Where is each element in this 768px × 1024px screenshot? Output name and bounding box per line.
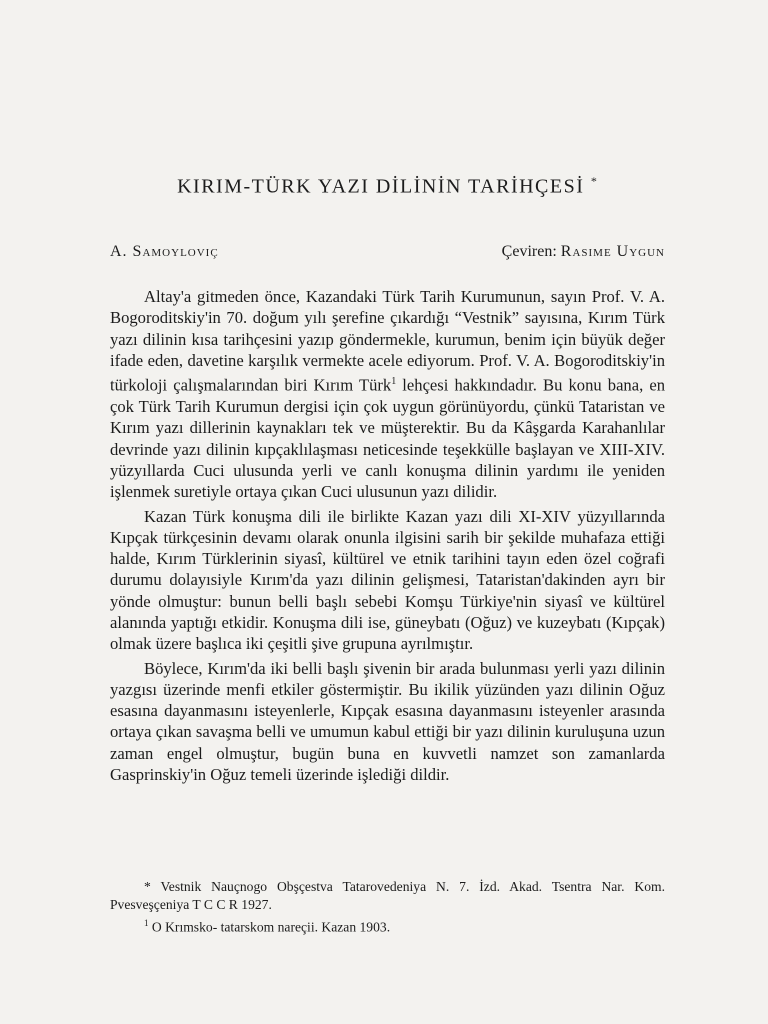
byline — [110, 243, 665, 261]
article-body — [110, 286, 665, 788]
footnote-star: * Vestnik Nauçnogo Obşçestva Tatarovedeniya N. 7. İzd. Akad. Tsentra Nar. Kom. Pvesveşçeniya T C C R 1927. — [110, 879, 665, 912]
footnote-1-text: O Krımsko- tatarskom nareçii. Kazan 1903. — [148, 919, 391, 935]
paragraph-1-part-b: lehçesi hakkındadır. Bu konu bana, en çok Türk Tarih Kurumun dergisi için çok uygun görünüyordu, çünkü Tataristan ve Kırım yazı dillerinin kaynakları tek ve müşterektir. Bu da Kâşgarda Karahanlılar devrinde yazı dilinin kıpçaklılaşması neticesinde teşekkülle başlayan ve XIII-XIV. yüzyıllarda Cuci ulusunda yerli ve canlı konuşma dilinin yardımı ile yeniden işlenmek suretiyle ortaya çıkan Cuci ulusunun yazı dilidir. — [110, 375, 665, 502]
paragraph-2: Kazan Türk konuşma dili ile birlikte Kazan yazı dili XI-XIV yüzyıllarında Kıpçak türkçesinin devamı olarak onunla ilgisini sarih bir şekilde muhafaza ettiği halde, Kırım Türklerinin siyasî, kültürel ve etnik tarihini tayın eden özel coğrafi durumu dolayısiyle Kırım'da yazı dilinin gelişmesi, Tataristan'dakinden ayrı bir yönde olmuştur: bunun belli başlı sebebi Komşu Türkiye'nin siyasî ve kültürel alanında yaptığı etkidir. Konuşma dili ise, güneybatı (Oğuz) ve kuzeybatı (Kıpçak) olmak üzere başlıca iki çeşitli şive grupuna ayrılmıştır. — [110, 506, 665, 654]
translator-credit — [502, 243, 665, 261]
translator-prefix: Çeviren: — [501, 243, 557, 260]
footnote-1 — [110, 914, 665, 937]
footnotes — [110, 878, 665, 937]
paragraph-3: Böylece, Kırım'da iki belli başlı şivenin bir arada bulunması yerli yazı dilinin yazgısı üzerinde menfi etkiler göstermiştir. Bu ikilik yüzünden yazı dilinin Oğuz esasına dayanmasını isteyenlerle, Kıpçak esasına dayanmasını isteyenler arasında ortaya çıkan savaşma belli ve umumun kabul ettiği bir yazı dilinin kuruluşuna uzun zaman engel olmuştur, bugün buna en kuvvetli namzet son zamanlarda Gasprinskiy'in Oğuz temeli üzerinde işlediği dildir. — [110, 658, 665, 785]
article-title — [0, 174, 768, 199]
translator-name: Rasime Uygun — [560, 243, 665, 260]
author-name: A. Samoyloviç — [110, 243, 219, 260]
paragraph-1-part-a: Altay'a gitmeden önce, Kazandaki Türk Tarih Kurumunun, sayın Prof. V. A. Bogoroditskiy'in 70. doğum yılı şerefine çıkardığı “Vestnik” sayısına, Kırım Türk yazı dilinin kısa tarihçesini yazıp göndermekle, kurumun, benim için büyük değer ifade eden, davetine karşılık vermekte acele ediyorum. Prof. V. A. Bogoroditskiy'in türkoloji çalışmalarından biri Kırım Türk — [110, 287, 665, 395]
title-footnote-mark: * — [590, 174, 597, 188]
footnote-ref-1: 1 — [391, 376, 397, 388]
paragraph-1 — [110, 286, 665, 503]
footnote-1-mark: 1 — [144, 918, 149, 928]
title-text: KIRIM-TÜRK YAZI DİLİNİN TARİHÇESİ — [177, 175, 585, 198]
